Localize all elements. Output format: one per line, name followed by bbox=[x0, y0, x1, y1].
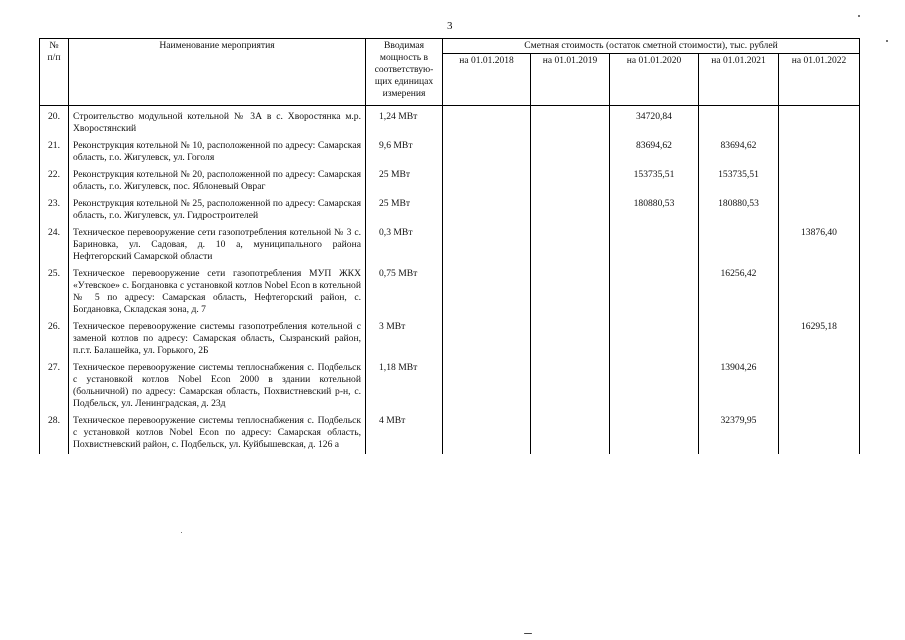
row-activity-name: Реконструкция котельной № 10, расположенной по адресу: Самарская область, г.о. Жигулевск, ул. Гоголя bbox=[69, 138, 366, 167]
table-row bbox=[40, 413, 860, 454]
row-cost-value bbox=[779, 413, 860, 454]
row-activity-name: Строительство модульной котельной № 3А в с. Хворостянка м.р. Хворостянский bbox=[69, 106, 366, 139]
row-number: 21. bbox=[40, 138, 69, 167]
row-number: 23. bbox=[40, 196, 69, 225]
row-cost-value bbox=[610, 360, 699, 413]
scan-speck bbox=[886, 40, 888, 42]
page-number: 3 bbox=[447, 20, 453, 32]
row-activity-name: Техническое перевооружение системы теплоснабжения с. Подбельск с установкой котлов Nobel Econ по адресу: Самарская область, Похвистневский район, с. Подбельск, ул. Куйбышевская, д. 126 а bbox=[69, 413, 366, 454]
row-cost-value: 83694,62 bbox=[699, 138, 779, 167]
table-row bbox=[40, 138, 860, 167]
scan-speck bbox=[524, 633, 532, 634]
row-cost-value bbox=[531, 106, 610, 139]
row-power: 0,75 МВт bbox=[366, 266, 443, 319]
table-row bbox=[40, 225, 860, 266]
row-power: 9,6 МВт bbox=[366, 138, 443, 167]
row-activity-name: Реконструкция котельной № 25, расположенной по адресу: Самарская область, г.о. Жигулевск, ул. Гидростроителей bbox=[69, 196, 366, 225]
row-cost-value bbox=[610, 413, 699, 454]
investment-table bbox=[39, 38, 860, 454]
row-cost-value bbox=[779, 138, 860, 167]
table-row bbox=[40, 319, 860, 360]
row-cost-value: 13876,40 bbox=[779, 225, 860, 266]
row-cost-value: 153735,51 bbox=[610, 167, 699, 196]
row-number: 24. bbox=[40, 225, 69, 266]
row-cost-value: 13904,26 bbox=[699, 360, 779, 413]
row-cost-value: 153735,51 bbox=[699, 167, 779, 196]
row-cost-value bbox=[531, 413, 610, 454]
row-number: 25. bbox=[40, 266, 69, 319]
header-date: на 01.01.2019 bbox=[531, 54, 610, 106]
row-power: 25 МВт bbox=[366, 167, 443, 196]
row-cost-value bbox=[443, 225, 531, 266]
row-power: 1,24 МВт bbox=[366, 106, 443, 139]
row-cost-value bbox=[443, 266, 531, 319]
row-cost-value bbox=[531, 196, 610, 225]
table-row bbox=[40, 360, 860, 413]
header-power: Вводимая мощность в соответствую-щих единицах измерения bbox=[366, 39, 443, 106]
row-power: 0,3 МВт bbox=[366, 225, 443, 266]
row-cost-value bbox=[779, 266, 860, 319]
row-cost-value bbox=[531, 319, 610, 360]
row-cost-value bbox=[443, 319, 531, 360]
row-cost-value bbox=[443, 138, 531, 167]
row-number: 20. bbox=[40, 106, 69, 139]
row-cost-value bbox=[531, 138, 610, 167]
row-cost-value bbox=[531, 360, 610, 413]
row-power: 4 МВт bbox=[366, 413, 443, 454]
header-cost-group: Сметная стоимость (остаток сметной стоимости), тыс. рублей bbox=[443, 39, 860, 54]
row-cost-value bbox=[443, 413, 531, 454]
row-cost-value: 83694,62 bbox=[610, 138, 699, 167]
row-activity-name: Техническое перевооружение системы теплоснабжения с. Подбельск с установкой котлов Nobel Econ 2000 в здании котельной (больничной) по адресу: Самарская область, Похвистневский р-н, с. Подбельск, ул. Ленинградская, д. 23д bbox=[69, 360, 366, 413]
row-activity-name: Техническое перевооружение сети газопотребления МУП ЖКХ «Утевское» с. Богдановка с установкой котлов Nobel Econ в котельной № 5 по адресу: Самарская область, Нефтегорский район, с. Богдановка, Складская зона, д. 7 bbox=[69, 266, 366, 319]
row-cost-value bbox=[443, 196, 531, 225]
table-row bbox=[40, 266, 860, 319]
scan-speck bbox=[181, 532, 182, 533]
row-cost-value bbox=[531, 167, 610, 196]
row-cost-value bbox=[699, 106, 779, 139]
header-num: № п/п bbox=[40, 39, 69, 106]
table-row bbox=[40, 167, 860, 196]
header-date: на 01.01.2020 bbox=[610, 54, 699, 106]
row-cost-value: 34720,84 bbox=[610, 106, 699, 139]
row-cost-value bbox=[531, 225, 610, 266]
table-row bbox=[40, 196, 860, 225]
row-cost-value: 16256,42 bbox=[699, 266, 779, 319]
row-cost-value bbox=[779, 106, 860, 139]
row-cost-value: 180880,53 bbox=[699, 196, 779, 225]
row-cost-value: 180880,53 bbox=[610, 196, 699, 225]
row-cost-value bbox=[610, 225, 699, 266]
row-power: 1,18 МВт bbox=[366, 360, 443, 413]
row-cost-value bbox=[610, 319, 699, 360]
row-activity-name: Реконструкция котельной № 20, расположенной по адресу: Самарская область, г.о. Жигулевск, пос. Яблоневый Овраг bbox=[69, 167, 366, 196]
row-cost-value bbox=[443, 167, 531, 196]
header-date: на 01.01.2021 bbox=[699, 54, 779, 106]
row-cost-value bbox=[779, 196, 860, 225]
row-power: 25 МВт bbox=[366, 196, 443, 225]
row-number: 27. bbox=[40, 360, 69, 413]
row-activity-name: Техническое перевооружение сети газопотребления котельной № 3 с. Бариновка, ул. Садовая, д. 10 а, муниципального района Нефтегорский Самарской области bbox=[69, 225, 366, 266]
row-cost-value: 16295,18 bbox=[779, 319, 860, 360]
row-cost-value bbox=[779, 167, 860, 196]
row-cost-value bbox=[531, 266, 610, 319]
scan-speck bbox=[858, 15, 860, 17]
row-number: 28. bbox=[40, 413, 69, 454]
header-date: на 01.01.2022 bbox=[779, 54, 860, 106]
row-activity-name: Техническое перевооружение системы газопотребления котельной с заменой котлов по адресу: Самарская область, Сызранский район, п.г.т. Балашейка, ул. Горького, 2Б bbox=[69, 319, 366, 360]
table-row bbox=[40, 106, 860, 139]
row-number: 22. bbox=[40, 167, 69, 196]
row-cost-value bbox=[699, 319, 779, 360]
row-cost-value: 32379,95 bbox=[699, 413, 779, 454]
header-date: на 01.01.2018 bbox=[443, 54, 531, 106]
row-cost-value bbox=[610, 266, 699, 319]
row-cost-value bbox=[443, 106, 531, 139]
row-cost-value bbox=[779, 360, 860, 413]
row-cost-value bbox=[699, 225, 779, 266]
row-power: 3 МВт bbox=[366, 319, 443, 360]
row-cost-value bbox=[443, 360, 531, 413]
row-number: 26. bbox=[40, 319, 69, 360]
header-name: Наименование мероприятия bbox=[69, 39, 366, 106]
